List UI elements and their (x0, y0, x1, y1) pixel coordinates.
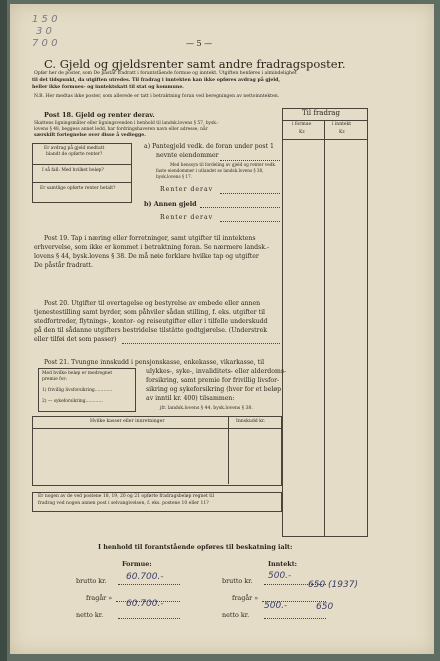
section-heading: C. Gjeld og gjeldsrenter samt andre fradragsposter. (44, 57, 346, 71)
post18-renter-derav-a: Renter derav (160, 186, 214, 193)
inntekt-netto-value: 500.- (264, 601, 288, 611)
intro-line-3: heller ikke formues- og inntektskatt til stat og kommune. (32, 85, 184, 90)
fradrag-unit-2: Kr. (339, 130, 346, 135)
post20-line-5: eller tilføi det som passer) (34, 336, 117, 343)
inntekt-netto-label: netto kr. (222, 611, 250, 619)
post21-title: Post 21. Tvungne innskudd i pensjonskasse, enkekasse, vikarkasse, til (44, 359, 265, 366)
post19-line-2: erhvervelse, som ikke er kommet i betraktning foran. Se nærmere landsk.- (34, 244, 270, 251)
fradrag-column-mid (324, 120, 325, 536)
post21-right-2: forsikring, samt premie for frivillig livsfor- (146, 377, 280, 384)
post18-q1-a: Er avdrag på gjeld medtatt (44, 146, 105, 151)
post18-q2: I så fall: Med hvilket beløp? (42, 168, 104, 173)
post18-q3: Er samtlige opførte renter betalt? (40, 186, 116, 191)
post21-table (32, 416, 282, 486)
formue-brutto-label: brutto kr. (76, 577, 107, 585)
post21-table-col2: Innskudd kr. (236, 419, 266, 424)
note-line-1: Er nogen av de ved postene 18, 19, 20 og 21 opførte fradragsbeløp regnet til (38, 494, 214, 499)
post21-box-2: 2) — sykeforsikring………… (42, 399, 104, 404)
post19-line-1: Post 19. Tap i næring eller forretninger, samt utgifter til inntektens (44, 235, 256, 242)
post21-right-5: jfr. landsk.lovens § 44, bysk.lovens § 38. (160, 406, 253, 411)
post18-note-3: bysk.lovens § 17. (156, 174, 193, 179)
post20-line-3: stedfortreder, flytnings-, kontor- og reiseutgifter eller i tilfelle underskudd (34, 318, 268, 325)
post18-title: Post 18. Gjeld og renter derav. (44, 111, 155, 119)
intro-line-4: N.B. Her medtas ikke poster, som allerede er tatt i betraktning foran ved beregningen av nettoinntekten. (34, 94, 280, 99)
post18-annen-gjeld: b) Annen gjeld (144, 200, 197, 208)
post21-right-4: av inntil kr. 400) tilsammen: (146, 395, 235, 402)
pencil-note-2: 3 0 (36, 26, 52, 37)
post19-line-4: De påstår fradratt. (34, 262, 93, 269)
fradrag-col-formue: i formue (292, 122, 312, 127)
fradrag-col-inntekt: i inntekt (332, 122, 352, 127)
post18-note-2: faste eiendommer i utlandet se landsk.lovens § 38, (156, 168, 264, 173)
post20-line-1: Post 20. Utgifter til overtagelse og bestyrelse av embede eller annen (44, 300, 261, 307)
post18-renter-derav-b: Renter derav (160, 214, 214, 221)
post21-box-q-1: Med hvilke beløp er medregnet (42, 371, 113, 376)
summary-formue-label: Formue: (122, 560, 152, 568)
summary-title: I henhold til forantstående opføres til beskatning ialt: (98, 543, 293, 551)
post21-right-3: sikring og sykeforsikring (hver for et beløp (146, 386, 282, 393)
formue-netto-value: 60.700.- (126, 599, 164, 609)
page-number: — 5 — (186, 39, 213, 48)
pencil-note-1: 1 5 0 (32, 14, 58, 25)
intro-line-2: til det tidspunkt, da utgiften utredes. Til fradrag i inntekten kan ikke opføres avdrag på gjeld, (32, 78, 281, 83)
summary-inntekt-label: Inntekt: (268, 560, 298, 568)
post19-line-3: lovens § 44, bysk.lovens § 38. De må nøie forklare hvilke tap og utgifter (34, 253, 259, 260)
post21-box-q-2: premie for: (42, 377, 67, 382)
post20-line-2: tjenestestilling samt byrder, som påhviler sådan stilling, f. eks. utgifter til (34, 309, 266, 316)
intro-line-1: Opfør her de poster, som De påstår fradratt i forantstående formue og inntekt. Utgiften henføres i almindelighet (34, 71, 297, 76)
post18-a-line-2: nevnte eiendommer (156, 152, 219, 159)
inntekt-fragar-note: 650 (1937) (308, 580, 358, 590)
post18-text-3: særskilt fortegnelse over disse å vedlegge. (34, 133, 146, 138)
inntekt-netto-note: 650 (316, 602, 334, 612)
fradrag-column-right (367, 108, 368, 536)
inntekt-brutto-value: 500.- (268, 571, 292, 581)
formue-brutto-value: 60.700.- (126, 572, 164, 582)
post18-text-1: Skattens ligningsmåter eller ligningsvenden i henhold til landsk.lovens § 57, bysk.- (34, 121, 219, 126)
inntekt-brutto-label: brutto kr. (222, 577, 253, 585)
post20-line-4: på den til sådanne utgifters bestridelse tilstâtte godtgjørelse. (Understrek (34, 327, 268, 334)
pencil-note-3: 7 0 0 (32, 38, 58, 49)
post21-box-1: 1) frivillig livsforsikring………… (42, 388, 113, 393)
note-line-2: fradrag ved nogen annen post i selvangivelsen, f. eks. postene 10 eller 11? (38, 501, 209, 506)
post18-q1-b: blandt de opførte renter? (46, 152, 103, 157)
fradrag-unit-1: Kr. (299, 130, 306, 135)
post18-text-2: lovens § 48, beggess annet ledd, har fordringshaveren navn eller adresse, når (34, 127, 208, 132)
fradrag-column-left (282, 138, 283, 536)
post21-table-col1: Hvilke kasser eller innretninger (90, 419, 165, 424)
post21-right-1: ulykkes-, syke-, invaliditets- eller alderdoms- (146, 368, 287, 375)
binding-edge (0, 0, 7, 661)
formue-netto-label: netto kr. (76, 611, 104, 619)
post18-note-1: Med henssyn til fordeling av gjeld og renter vedk. (170, 162, 277, 167)
document-page (10, 4, 434, 654)
post18-a-line-1: a) Pantegjeld vedk. de foran under post 1 (144, 143, 274, 150)
fradrag-title: Til fradrag (302, 109, 340, 117)
inntekt-fragar-label: fragår » (232, 594, 259, 602)
formue-fragar-label: fragår » (86, 594, 113, 602)
